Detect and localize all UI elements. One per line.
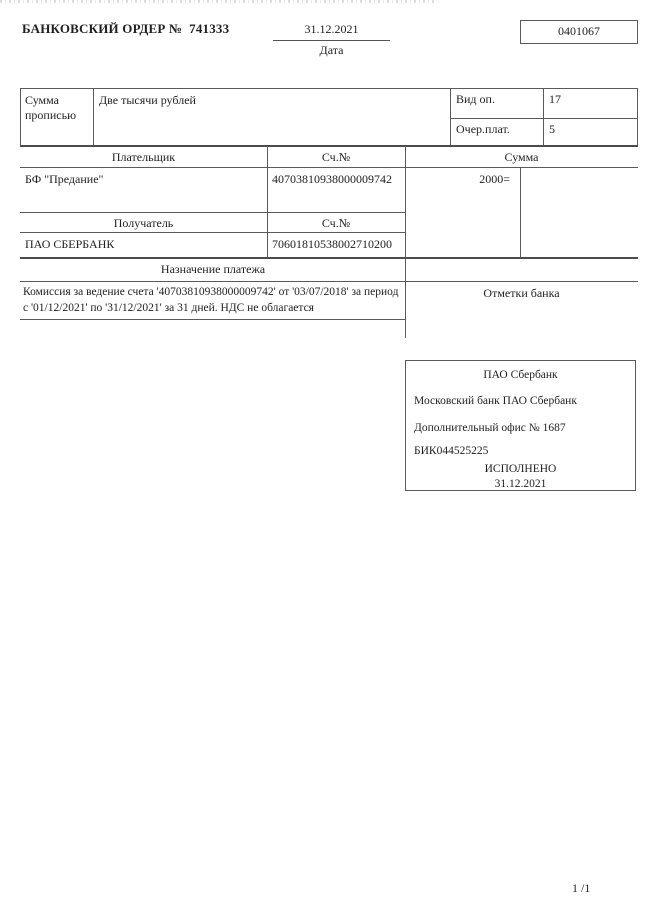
stamp-bik: БИК044525225 [414,445,489,457]
divider [20,319,406,320]
amount-words-label: Сумма прописью [25,93,77,122]
amount-header: Сумма [504,150,539,164]
divider [543,88,544,145]
payee-header: Получатель [113,216,174,230]
amount-words-value: Две тысячи рублей [99,93,196,107]
payee-account: 70601810538002710200 [272,237,392,251]
payee-name: ПАО СБЕРБАНК [25,237,115,251]
op-type-value: 17 [549,92,561,106]
amount-value: 2000= [479,172,510,186]
op-type-label: Вид оп. [456,92,495,106]
purpose-text: Комиссия за ведение счета '40703810938000009742' от '03/07/2018' за период с '01/12/2021' по '31/12/2021' за 31 дней. НДС не облагается [23,286,399,314]
divider [93,88,94,145]
form-code: 0401067 [558,24,600,38]
page-number: 1 /1 [572,881,591,895]
priority-label: Очер.плат. [456,122,510,136]
top-edge-artifact [0,0,436,3]
date-block [273,22,390,58]
purpose-header: Назначение платежа [160,262,266,276]
divider [20,212,406,213]
divider [450,88,451,145]
payer-name: БФ "Предание" [25,172,104,186]
payer-header: Плательщик [111,150,176,164]
stamp-status: ИСПОЛНЕНО [484,463,557,475]
divider [450,118,638,119]
date-label: Дата [319,43,344,57]
divider [520,167,521,258]
form-code-box [520,20,638,44]
divider [20,257,638,259]
stamp-office: Дополнительный офис № 1687 [414,422,566,434]
stamp-bank-name: ПАО Сбербанк [483,369,558,381]
document-title: БАНКОВСКИЙ ОРДЕР № 741333 [22,21,230,36]
bank-stamp-box [405,360,636,491]
divider [20,145,638,147]
priority-value: 5 [549,122,555,136]
payee-account-header: Сч.№ [321,216,351,230]
date-value: 31.12.2021 [273,22,390,41]
bank-marks-header: Отметки банка [483,286,560,300]
divider [20,232,406,233]
divider [20,281,638,282]
stamp-branch: Московский банк ПАО Сбербанк [414,395,577,407]
payer-account: 40703810938000009742 [272,172,392,186]
payer-account-header: Сч.№ [321,150,351,164]
divider [20,167,638,168]
stamp-date: 31.12.2021 [494,478,547,490]
